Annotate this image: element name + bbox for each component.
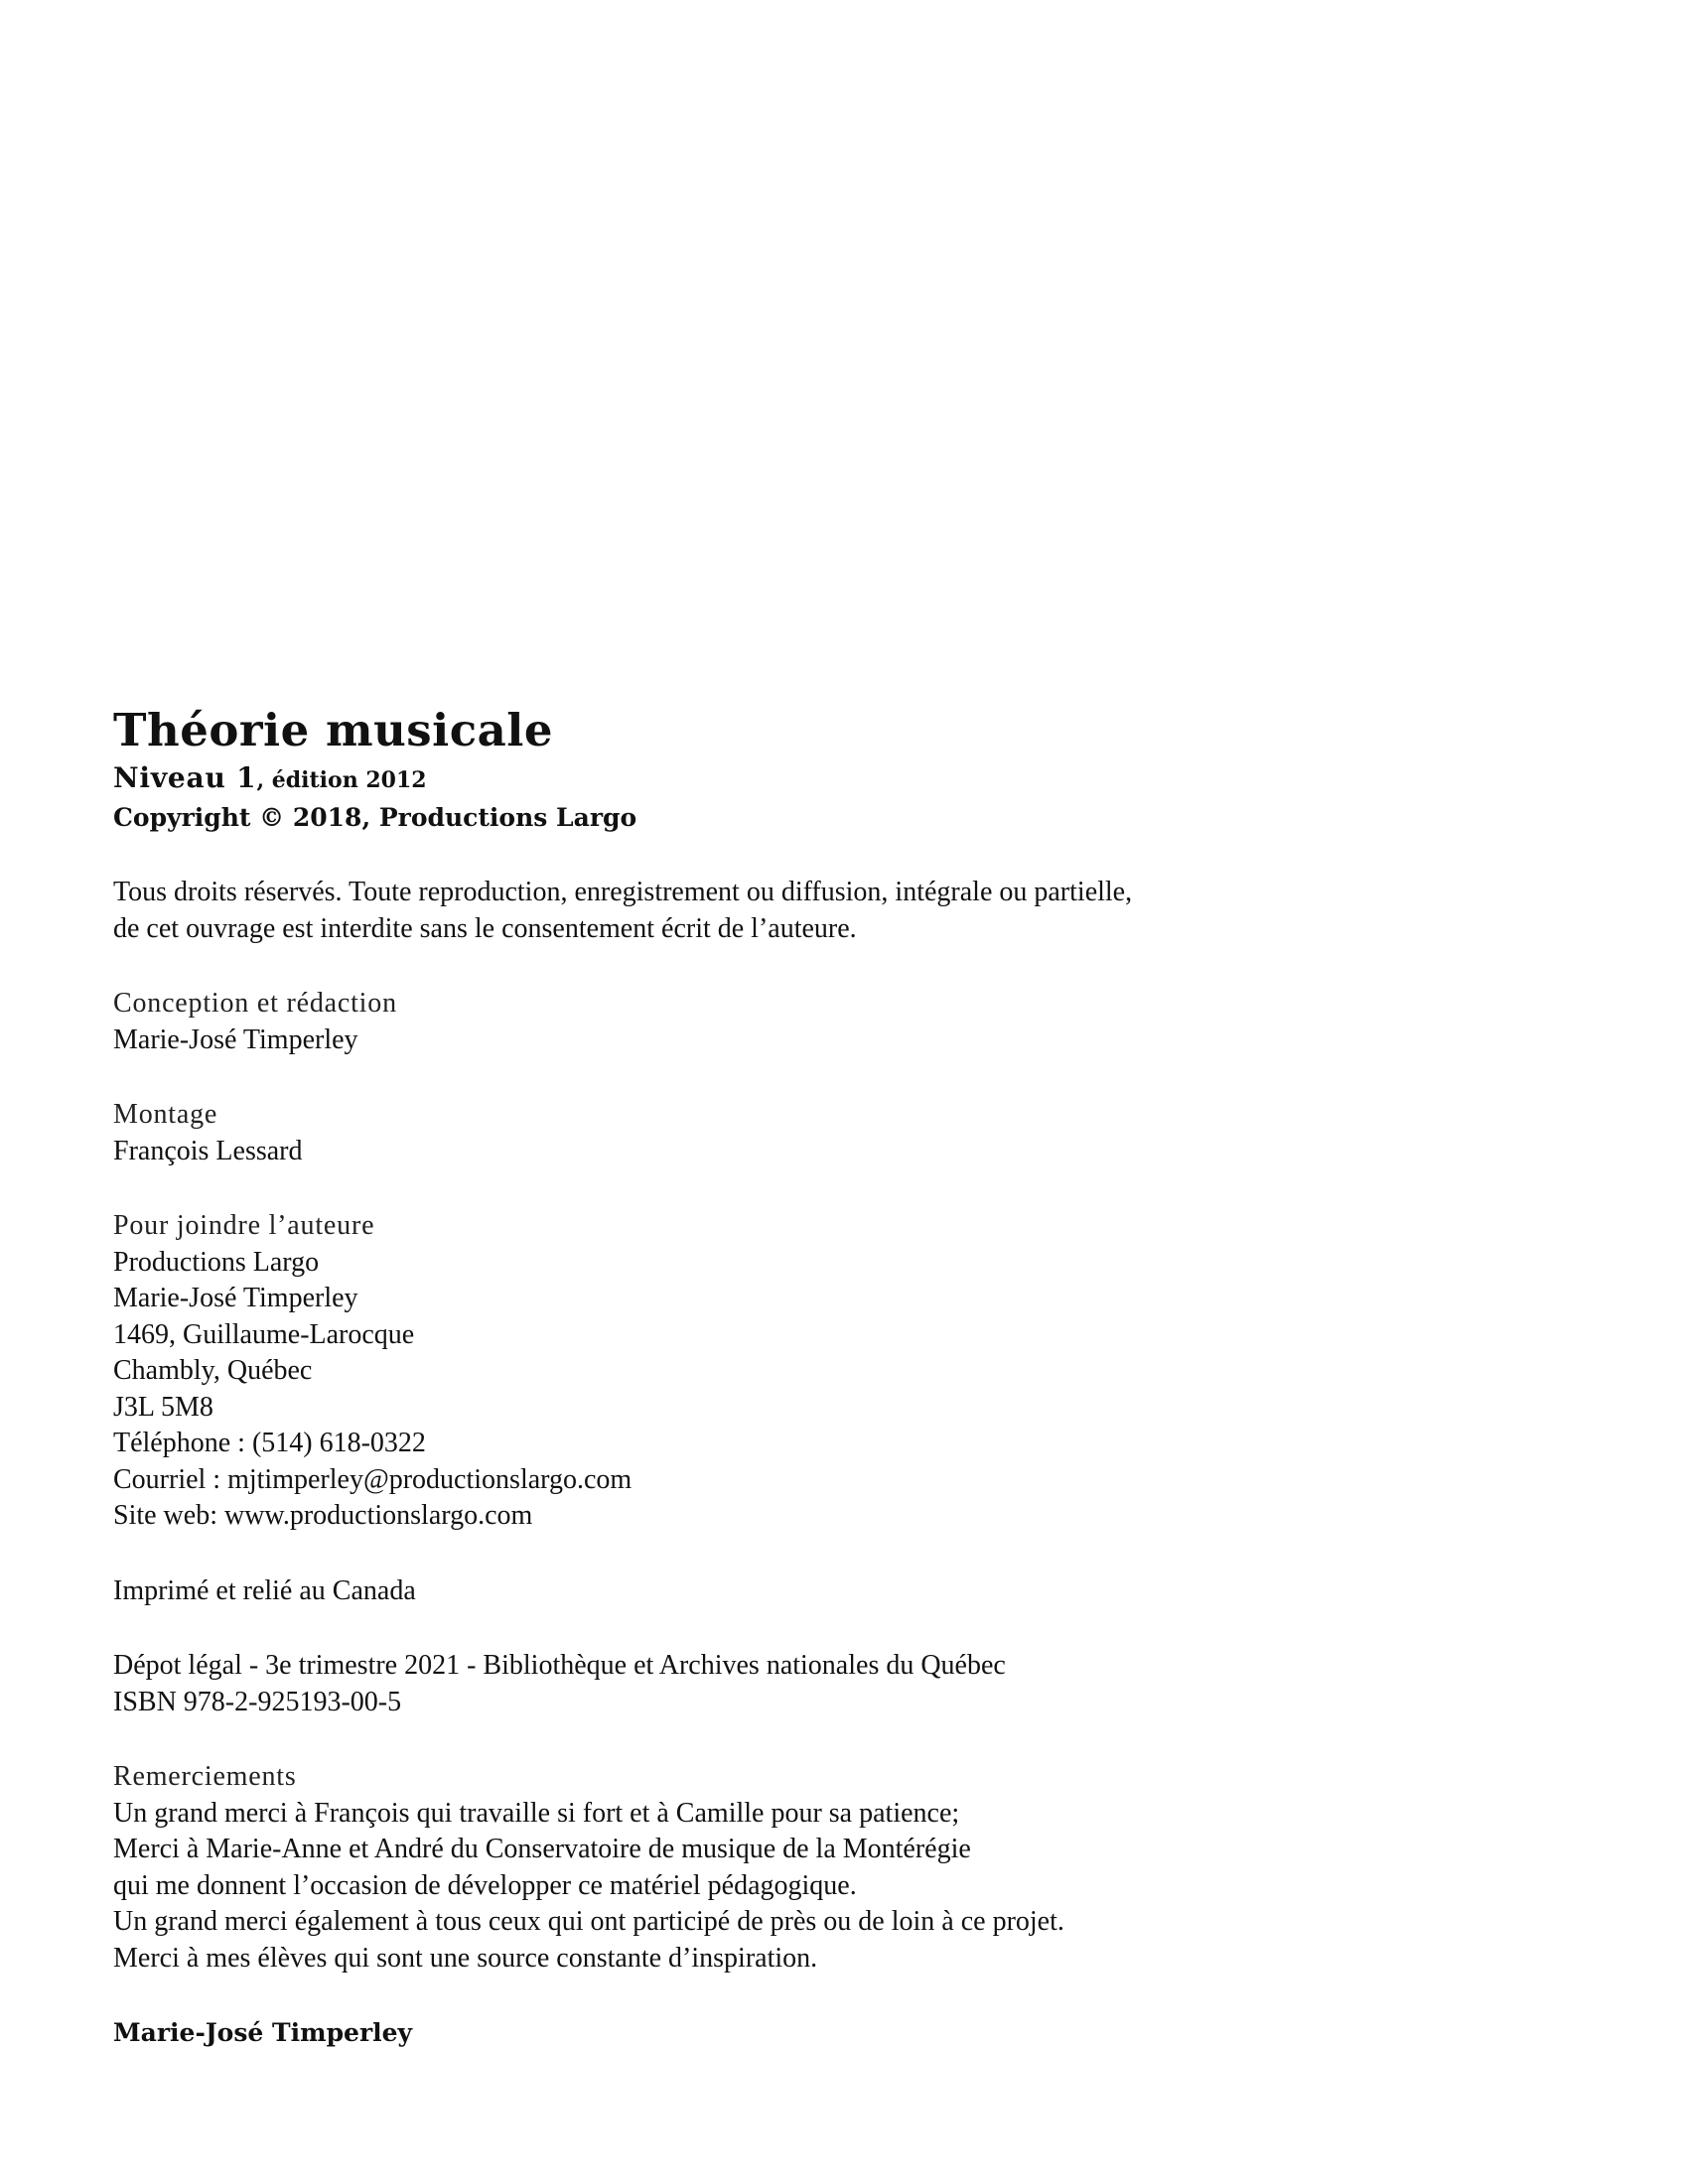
- thanks-heading: Remerciements: [113, 1761, 297, 1792]
- isbn: ISBN 978-2-925193-00-5: [113, 1686, 402, 1717]
- montage-name: François Lessard: [113, 1135, 303, 1166]
- montage-heading: Montage: [113, 1099, 218, 1130]
- thanks-line: Un grand merci également à tous ceux qui ont participé de près ou de loin à ce projet.: [113, 1906, 1064, 1937]
- contact-email: Courriel : mjtimperley@productionslargo.com: [113, 1463, 633, 1495]
- copyright-page: [113, 705, 1503, 2051]
- level-label: Niveau 1: [113, 761, 257, 794]
- rights-notice: [113, 875, 1503, 947]
- book-subtitle: [113, 760, 1503, 800]
- conception-heading: Conception et rédaction: [113, 988, 397, 1019]
- contact-website: Site web: www.productionslargo.com: [113, 1500, 533, 1531]
- contact-line: J3L 5M8: [113, 1391, 213, 1423]
- legal-section: [113, 1648, 1503, 1720]
- montage-section: [113, 1097, 1503, 1169]
- contact-heading: Pour joindre l’auteure: [113, 1210, 375, 1241]
- legal-deposit: Dépot légal - 3e trimestre 2021 - Bibliothèque et Archives nationales du Québec: [113, 1650, 1006, 1681]
- copyright-line: Copyright © 2018, Productions Largo: [113, 803, 637, 832]
- author-signature: Marie-José Timperley: [113, 2018, 413, 2047]
- contact-line: Productions Largo: [113, 1246, 320, 1278]
- rights-line: Tous droits réservés. Toute reproduction, enregistrement ou diffusion, intégrale ou partielle,: [113, 877, 1133, 907]
- contact-line: 1469, Guillaume-Larocque: [113, 1318, 415, 1350]
- thanks-line: Merci à Marie-Anne et André du Conservatoire de musique de la Montérégie: [113, 1834, 971, 1864]
- contact-section: [113, 1208, 1503, 1535]
- thanks-line: Merci à mes élèves qui sont une source constante d’inspiration.: [113, 1942, 818, 1974]
- rights-line: de cet ouvrage est interdite sans le consentement écrit de l’auteure.: [113, 912, 857, 944]
- thanks-line: Un grand merci à François qui travaille si fort et à Camille pour sa patience;: [113, 1797, 960, 1829]
- thanks-section: [113, 1759, 1503, 1977]
- printed-notice: Imprimé et relié au Canada: [113, 1574, 416, 1606]
- contact-phone: Téléphone : (514) 618-0322: [113, 1428, 426, 1458]
- book-title: Théorie musicale: [113, 704, 553, 756]
- conception-section: [113, 986, 1503, 1058]
- edition-label: , édition 2012: [256, 767, 427, 793]
- conception-name: Marie-José Timperley: [113, 1024, 358, 1055]
- contact-line: Marie-José Timperley: [113, 1283, 358, 1313]
- contact-line: Chambly, Québec: [113, 1355, 313, 1386]
- thanks-line: qui me donnent l’occasion de développer ce matériel pédagogique.: [113, 1869, 857, 1901]
